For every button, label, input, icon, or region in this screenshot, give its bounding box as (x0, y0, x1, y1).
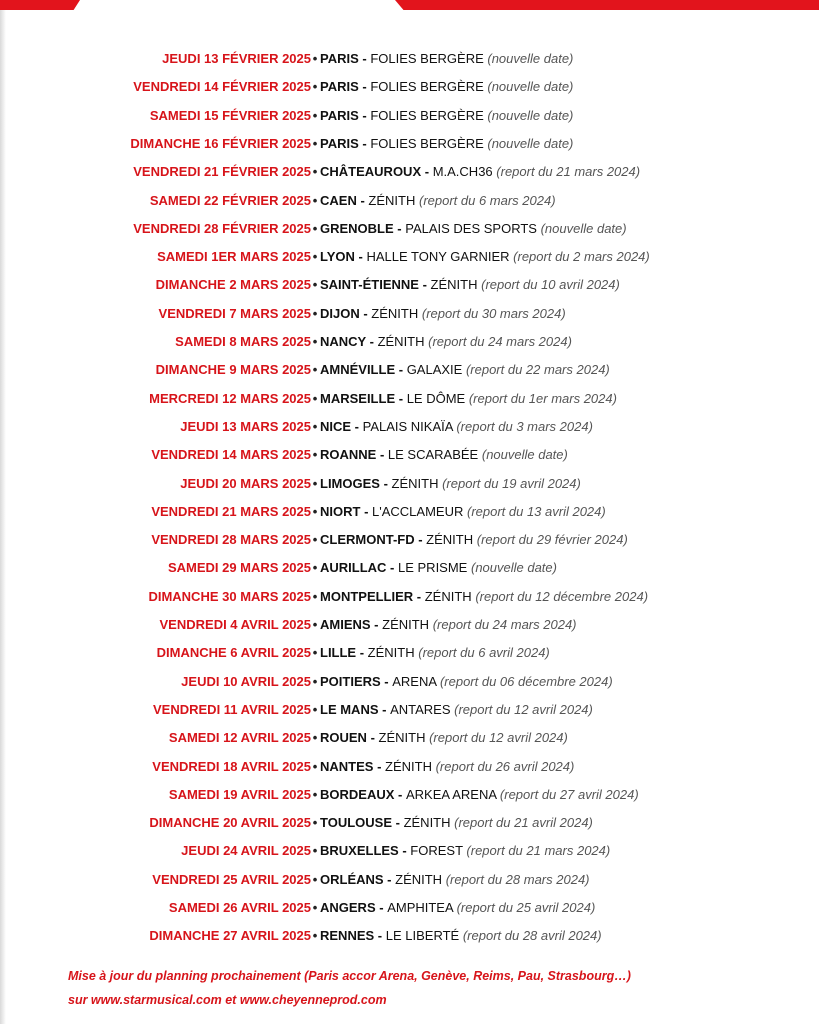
bullet-separator: • (312, 192, 318, 208)
concert-row (0, 583, 819, 611)
concert-note: (report du 24 mars 2024) (432, 617, 577, 632)
concert-note: (report du 10 avril 2024) (481, 277, 620, 293)
concert-row (0, 441, 819, 469)
concert-row (0, 866, 819, 894)
concert-info (320, 300, 566, 328)
dash-separator: - (370, 617, 383, 632)
concert-note: (report du 30 mars 2024) (421, 305, 566, 321)
bullet-separator: • (312, 560, 318, 576)
concert-row (0, 696, 819, 724)
concert-row (0, 102, 819, 130)
concert-venue: FOREST (410, 843, 463, 859)
bullet-separator: • (312, 701, 318, 717)
concert-date: JEUDI 10 AVRIL 2025 (181, 673, 311, 689)
concert-venue: PALAIS NIKAÏA (362, 418, 453, 434)
concert-row (0, 611, 819, 639)
concert-venue: FOLIES BERGÈRE (370, 79, 484, 95)
concert-info (320, 356, 610, 384)
concert-date: SAMEDI 26 AVRIL 2025 (168, 900, 311, 915)
concert-venue: FOLIES BERGÈRE (370, 51, 484, 66)
concert-city: NICE (320, 418, 352, 434)
dash-separator: - (366, 334, 378, 349)
concert-city: CAEN (320, 192, 357, 208)
concert-date: VENDREDI 21 FÉVRIER 2025 (133, 164, 311, 180)
concert-note: (nouvelle date) (540, 220, 627, 236)
dash-separator: - (393, 220, 406, 236)
bullet-separator: • (312, 673, 318, 689)
concert-row (0, 385, 819, 413)
bullet-separator: • (312, 871, 318, 887)
concert-city: LYON (320, 249, 355, 265)
dash-separator: - (356, 645, 368, 661)
concert-row (0, 894, 819, 922)
concert-date: DIMANCHE 6 AVRIL 2025 (156, 645, 311, 661)
concert-note: (report du 26 avril 2024) (435, 758, 575, 774)
concert-venue: ZÉNITH (371, 305, 419, 321)
footer-line-1: Mise à jour du planning prochainement (Paris accor Arena, Genève, Reims, Pau, Strasbourg…) (68, 969, 631, 983)
concert-venue: ARKEA ARENA (405, 786, 497, 802)
concert-note: (report du 25 avril 2024) (456, 900, 596, 915)
concert-date: SAMEDI 29 MARS 2025 (167, 560, 311, 576)
concert-info (320, 583, 648, 611)
concert-city: ANGERS (320, 900, 376, 915)
concert-date: VENDREDI 7 MARS 2025 (158, 305, 311, 321)
bullet-separator: • (312, 645, 318, 661)
concert-city: LIMOGES (320, 475, 380, 491)
concert-venue: FOLIES BERGÈRE (370, 107, 484, 123)
concert-city: PARIS (320, 51, 359, 66)
concert-row (0, 922, 819, 950)
concert-note: (nouvelle date) (487, 51, 574, 66)
dash-separator: - (351, 418, 363, 434)
concert-row (0, 526, 819, 554)
concert-venue: ZÉNITH (382, 617, 430, 632)
concert-date: SAMEDI 12 AVRIL 2025 (168, 730, 311, 746)
concert-city: ROANNE (320, 447, 377, 463)
concert-venue: LE PRISME (398, 560, 468, 576)
concert-row (0, 809, 819, 837)
concert-info (320, 413, 593, 441)
dash-separator: - (356, 192, 369, 208)
concert-city: ORLÉANS (320, 871, 384, 887)
concert-info (320, 781, 639, 809)
concert-venue: L'ACCLAMEUR (372, 503, 464, 519)
concert-note: (report du 2 mars 2024) (513, 249, 650, 265)
concert-date: JEUDI 20 MARS 2025 (180, 475, 311, 491)
concert-row (0, 271, 819, 299)
bullet-separator: • (312, 815, 318, 831)
concert-date: SAMEDI 19 AVRIL 2025 (168, 786, 311, 802)
concert-date: VENDREDI 25 AVRIL 2025 (152, 871, 311, 887)
concert-info (320, 271, 620, 299)
concert-note: (nouvelle date) (487, 135, 574, 151)
bullet-separator: • (312, 362, 318, 378)
concert-note: (report du 3 mars 2024) (456, 418, 593, 434)
concert-city: AMIENS (320, 617, 371, 632)
concert-row (0, 300, 819, 328)
concert-row (0, 781, 819, 809)
concert-info (320, 130, 573, 158)
concert-row (0, 639, 819, 667)
concert-row (0, 130, 819, 158)
concert-note: (report du 6 avril 2024) (418, 645, 550, 661)
concert-date: JEUDI 13 MARS 2025 (180, 418, 311, 434)
footer-line-2: sur www.starmusical.com et www.cheyenneprod.com (68, 993, 387, 1007)
concert-row (0, 554, 819, 582)
concert-info (320, 809, 593, 837)
concert-info (320, 158, 640, 186)
bullet-separator: • (312, 447, 318, 463)
concert-row (0, 45, 819, 73)
concert-note: (report du 13 avril 2024) (466, 503, 606, 519)
concert-note: (report du 12 avril 2024) (454, 701, 593, 717)
concert-date: DIMANCHE 2 MARS 2025 (155, 277, 311, 293)
concert-note: (nouvelle date) (481, 447, 568, 463)
dash-separator: - (358, 107, 371, 123)
concert-note: (report du 19 avril 2024) (442, 475, 581, 491)
concert-venue: ZÉNITH (378, 730, 426, 746)
concert-row (0, 328, 819, 356)
bullet-separator: • (312, 843, 318, 859)
concert-note: (nouvelle date) (487, 79, 574, 95)
top-red-bar-right (395, 0, 819, 10)
concert-date: SAMEDI 1ER MARS 2025 (157, 249, 311, 265)
concert-venue: ZÉNITH (424, 588, 472, 604)
concert-info (320, 73, 573, 101)
dash-separator: - (414, 532, 427, 548)
dash-separator: - (378, 701, 391, 717)
concert-city: AMNÉVILLE (320, 362, 396, 378)
concert-venue: M.A.CH36 (432, 164, 493, 180)
concert-note: (report du 21 mars 2024) (466, 843, 611, 859)
concert-city: GRENOBLE (320, 220, 394, 236)
concert-row (0, 187, 819, 215)
concert-date: VENDREDI 28 MARS 2025 (151, 532, 311, 548)
bullet-separator: • (312, 135, 318, 151)
dash-separator: - (374, 928, 386, 944)
concert-row (0, 837, 819, 865)
dash-separator: - (373, 758, 386, 774)
bullet-separator: • (312, 758, 318, 774)
concert-info (320, 526, 628, 554)
bullet-separator: • (312, 334, 318, 349)
dash-separator: - (418, 277, 431, 293)
concert-venue: GALAXIE (406, 362, 463, 378)
bullet-separator: • (312, 617, 318, 632)
concert-date: DIMANCHE 27 AVRIL 2025 (149, 928, 311, 944)
concert-venue: ZÉNITH (391, 475, 439, 491)
concert-date: DIMANCHE 9 MARS 2025 (155, 362, 311, 378)
concert-note: (report du 12 décembre 2024) (475, 588, 649, 604)
concert-date: DIMANCHE 30 MARS 2025 (148, 588, 311, 604)
bullet-separator: • (312, 220, 318, 236)
concert-date: JEUDI 24 AVRIL 2025 (181, 843, 311, 859)
concert-note: (report du 29 février 2024) (476, 532, 628, 548)
bullet-separator: • (312, 928, 318, 944)
bullet-separator: • (312, 475, 318, 491)
concert-venue: LE SCARABÉE (387, 447, 479, 463)
concert-row (0, 470, 819, 498)
dash-separator: - (359, 305, 372, 321)
dash-separator: - (379, 475, 392, 491)
concert-date: VENDREDI 11 AVRIL 2025 (153, 701, 311, 717)
dash-separator: - (358, 135, 371, 151)
concert-date: MERCREDI 12 MARS 2025 (149, 390, 311, 406)
concert-city: NANCY (320, 334, 366, 349)
concert-info (320, 187, 556, 215)
dash-separator: - (358, 79, 371, 95)
dash-separator: - (380, 673, 393, 689)
concert-row (0, 498, 819, 526)
dash-separator: - (358, 51, 371, 66)
concert-city: CHÂTEAUROUX (320, 164, 422, 180)
concert-date: VENDREDI 21 MARS 2025 (151, 503, 311, 519)
dash-separator: - (366, 730, 379, 746)
concert-note: (report du 6 mars 2024) (418, 192, 556, 208)
concert-row (0, 413, 819, 441)
concert-venue: FOLIES BERGÈRE (370, 135, 484, 151)
concert-date: VENDREDI 14 FÉVRIER 2025 (133, 79, 311, 95)
concert-info (320, 385, 617, 413)
concert-venue: HALLE TONY GARNIER (366, 249, 510, 265)
concert-date: SAMEDI 22 FÉVRIER 2025 (149, 192, 311, 208)
concert-venue: ZÉNITH (367, 645, 415, 661)
concert-row (0, 356, 819, 384)
concert-city: LE MANS (320, 701, 379, 717)
concert-date: DIMANCHE 16 FÉVRIER 2025 (130, 135, 311, 151)
concert-venue: ZÉNITH (385, 758, 432, 774)
concert-info (320, 328, 572, 356)
concert-city: PARIS (320, 135, 359, 151)
concert-venue: ANTARES (390, 701, 451, 717)
concert-venue: ZÉNITH (377, 334, 425, 349)
concert-info (320, 668, 613, 696)
concert-city: BORDEAUX (320, 786, 395, 802)
concert-info (320, 866, 590, 894)
concert-venue: AMPHITEA (387, 900, 453, 915)
concert-date: VENDREDI 18 AVRIL 2025 (152, 758, 311, 774)
concert-note: (report du 28 mars 2024) (445, 871, 590, 887)
concert-note: (report du 24 mars 2024) (428, 334, 572, 349)
dash-separator: - (394, 786, 406, 802)
concert-note: (report du 1er mars 2024) (468, 390, 617, 406)
dash-separator: - (375, 900, 388, 915)
concert-info (320, 215, 627, 243)
concert-info (320, 441, 568, 469)
bullet-separator: • (312, 418, 318, 434)
bullet-separator: • (312, 532, 318, 548)
top-red-bar-left (0, 0, 80, 10)
concert-note: (report du 28 avril 2024) (462, 928, 602, 944)
concert-venue: ZÉNITH (368, 192, 416, 208)
concert-city: NIORT (320, 503, 361, 519)
concert-date: JEUDI 13 FÉVRIER 2025 (162, 51, 311, 66)
concert-info (320, 639, 550, 667)
concert-info (320, 611, 577, 639)
concert-city: PARIS (320, 79, 359, 95)
bullet-separator: • (312, 305, 318, 321)
concert-date: SAMEDI 8 MARS 2025 (175, 334, 311, 349)
concert-info (320, 243, 650, 271)
concert-note: (report du 27 avril 2024) (499, 786, 639, 802)
bullet-separator: • (312, 900, 318, 915)
concert-city: TOULOUSE (320, 815, 392, 831)
concert-info (320, 554, 557, 582)
concert-row (0, 753, 819, 781)
concert-date: VENDREDI 4 AVRIL 2025 (159, 617, 311, 632)
concert-row (0, 724, 819, 752)
concert-row (0, 668, 819, 696)
bullet-separator: • (312, 503, 318, 519)
concert-note: (nouvelle date) (470, 560, 557, 576)
bullet-separator: • (312, 79, 318, 95)
concert-date: VENDREDI 28 FÉVRIER 2025 (133, 220, 311, 236)
concert-venue: LE DÔME (406, 390, 466, 406)
dash-separator: - (383, 871, 396, 887)
dash-separator: - (376, 447, 388, 463)
concert-row (0, 73, 819, 101)
dash-separator: - (398, 843, 411, 859)
concert-city: POITIERS (320, 673, 381, 689)
concert-city: RENNES (320, 928, 375, 944)
concert-date: SAMEDI 15 FÉVRIER 2025 (149, 107, 311, 123)
concert-date: DIMANCHE 20 AVRIL 2025 (149, 815, 311, 831)
dash-separator: - (413, 588, 425, 604)
bullet-separator: • (312, 107, 318, 123)
concert-note: (report du 12 avril 2024) (429, 730, 568, 746)
bullet-separator: • (312, 249, 318, 265)
concert-city: CLERMONT-FD (320, 532, 415, 548)
concert-row (0, 215, 819, 243)
dash-separator: - (395, 390, 407, 406)
bullet-separator: • (312, 786, 318, 802)
concert-info (320, 470, 581, 498)
concert-venue: ZÉNITH (395, 871, 443, 887)
concert-city: LILLE (320, 645, 357, 661)
concert-city: DIJON (320, 305, 360, 321)
concert-note: (nouvelle date) (487, 107, 574, 123)
concert-info (320, 102, 573, 130)
concert-note: (report du 21 avril 2024) (454, 815, 593, 831)
concert-row (0, 158, 819, 186)
concert-venue: PALAIS DES SPORTS (405, 220, 537, 236)
bullet-separator: • (312, 730, 318, 746)
concert-info (320, 837, 610, 865)
concert-city: SAINT-ÉTIENNE (320, 277, 419, 293)
concert-venue: ZÉNITH (426, 532, 474, 548)
concert-note: (report du 06 décembre 2024) (439, 673, 613, 689)
concert-city: MONTPELLIER (320, 588, 414, 604)
concert-city: PARIS (320, 107, 359, 123)
dash-separator: - (386, 560, 398, 576)
concert-info (320, 753, 574, 781)
bullet-separator: • (312, 51, 318, 66)
concert-info (320, 696, 593, 724)
concert-city: BRUXELLES (320, 843, 399, 859)
bullet-separator: • (312, 164, 318, 180)
dash-separator: - (395, 362, 407, 378)
concert-note: (report du 22 mars 2024) (465, 362, 610, 378)
concert-city: MARSEILLE (320, 390, 396, 406)
footer-note (68, 964, 788, 1012)
bullet-separator: • (312, 588, 318, 604)
concert-note: (report du 21 mars 2024) (496, 164, 641, 180)
dash-separator: - (360, 503, 373, 519)
concert-info (320, 724, 568, 752)
bullet-separator: • (312, 390, 318, 406)
concert-city: ROUEN (320, 730, 367, 746)
concert-venue: LE LIBERTÉ (385, 928, 460, 944)
concert-info (320, 45, 573, 73)
concert-info (320, 894, 595, 922)
concert-row (0, 243, 819, 271)
concert-venue: ZÉNITH (403, 815, 451, 831)
concert-venue: ZÉNITH (430, 277, 478, 293)
concert-venue: ARENA (392, 673, 437, 689)
concert-info (320, 922, 602, 950)
dash-separator: - (392, 815, 404, 831)
concert-date: VENDREDI 14 MARS 2025 (151, 447, 311, 463)
concert-info (320, 498, 606, 526)
concert-city: NANTES (320, 758, 374, 774)
concert-city: AURILLAC (320, 560, 387, 576)
dash-separator: - (354, 249, 367, 265)
dash-separator: - (421, 164, 433, 180)
bullet-separator: • (312, 277, 318, 293)
